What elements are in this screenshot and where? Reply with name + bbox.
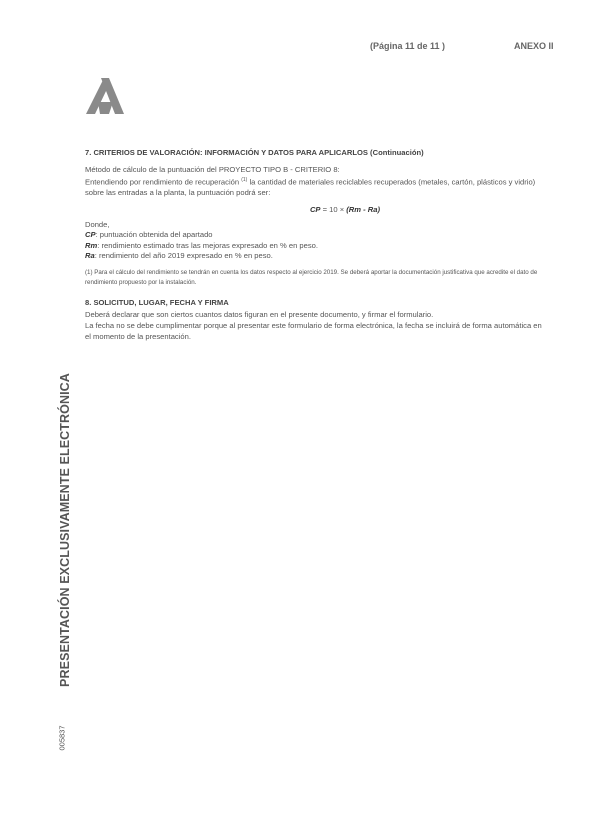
formula-cp: CP — [309, 204, 321, 214]
term-rm: Rm — [85, 240, 98, 250]
formula — [145, 205, 545, 216]
definition-ra — [85, 251, 545, 262]
donde-label: Donde, — [85, 219, 110, 229]
section-8-title: 8. SOLICITUD, LUGAR, FECHA Y FIRMA — [85, 297, 229, 307]
vertical-presentation-text: PRESENTACIÓN EXCLUSIVAMENTE ELECTRÓNICA — [58, 373, 72, 687]
footnote-ref: (1) — [241, 177, 248, 184]
document-code: 005837 — [57, 725, 67, 751]
footnote: (1) Para el cálculo del rendimiento se tendrán en cuenta los datos respecto al ejercicio 2019. Se deberá aportar la documentación justificativa que acredite el dato de rendimiento propuesto por la instalación. — [85, 268, 538, 286]
term-ra: Ra — [85, 251, 95, 261]
recovery-paragraph — [85, 175, 545, 199]
paragraph-text-b: la cantidad de materiales reciclables recuperados (metales, cartón, plásticos y vidrio) sobre las entradas a la planta, la puntuación podrá ser: — [85, 177, 536, 198]
section-7-title: 7. CRITERIOS DE VALORACIÓN: INFORMACIÓN Y DATOS PARA APLICARLOS (Continuación) — [85, 148, 424, 157]
formula-expr: (Rm - Ra) — [346, 204, 381, 214]
definition-cp — [85, 230, 545, 241]
page-number: (Página 11 de 11 ) — [370, 41, 446, 51]
andalucia-a-logo-icon — [86, 78, 124, 114]
definition-text: : rendimiento del año 2019 expresado en % en peso. — [94, 251, 273, 261]
formula-mid: = 10 × — [320, 204, 347, 214]
annex-label: ANEXO II — [514, 41, 554, 51]
definition-rm — [85, 241, 545, 252]
declaration-line: Deberá declarar que son ciertos cuantos datos figuran en el presente documento, y firmar el formulario. — [85, 310, 434, 320]
term-cp: CP — [85, 230, 96, 240]
definition-text: : rendimiento estimado tras las mejoras expresado en % en peso. — [97, 240, 319, 250]
paragraph-text-a: Entendiendo por rendimiento de recuperación — [85, 177, 240, 187]
date-note: La fecha no se debe cumplimentar porque al presentar este formulario de forma electrónica, la fecha se incluirá de forma automática en el momento de la presentación. — [85, 321, 542, 341]
method-line: Método de cálculo de la puntuación del PROYECTO TIPO B - CRITERIO 8: — [85, 164, 340, 174]
definition-text: : puntuación obtenida del apartado — [95, 230, 213, 240]
document-body — [85, 148, 545, 342]
